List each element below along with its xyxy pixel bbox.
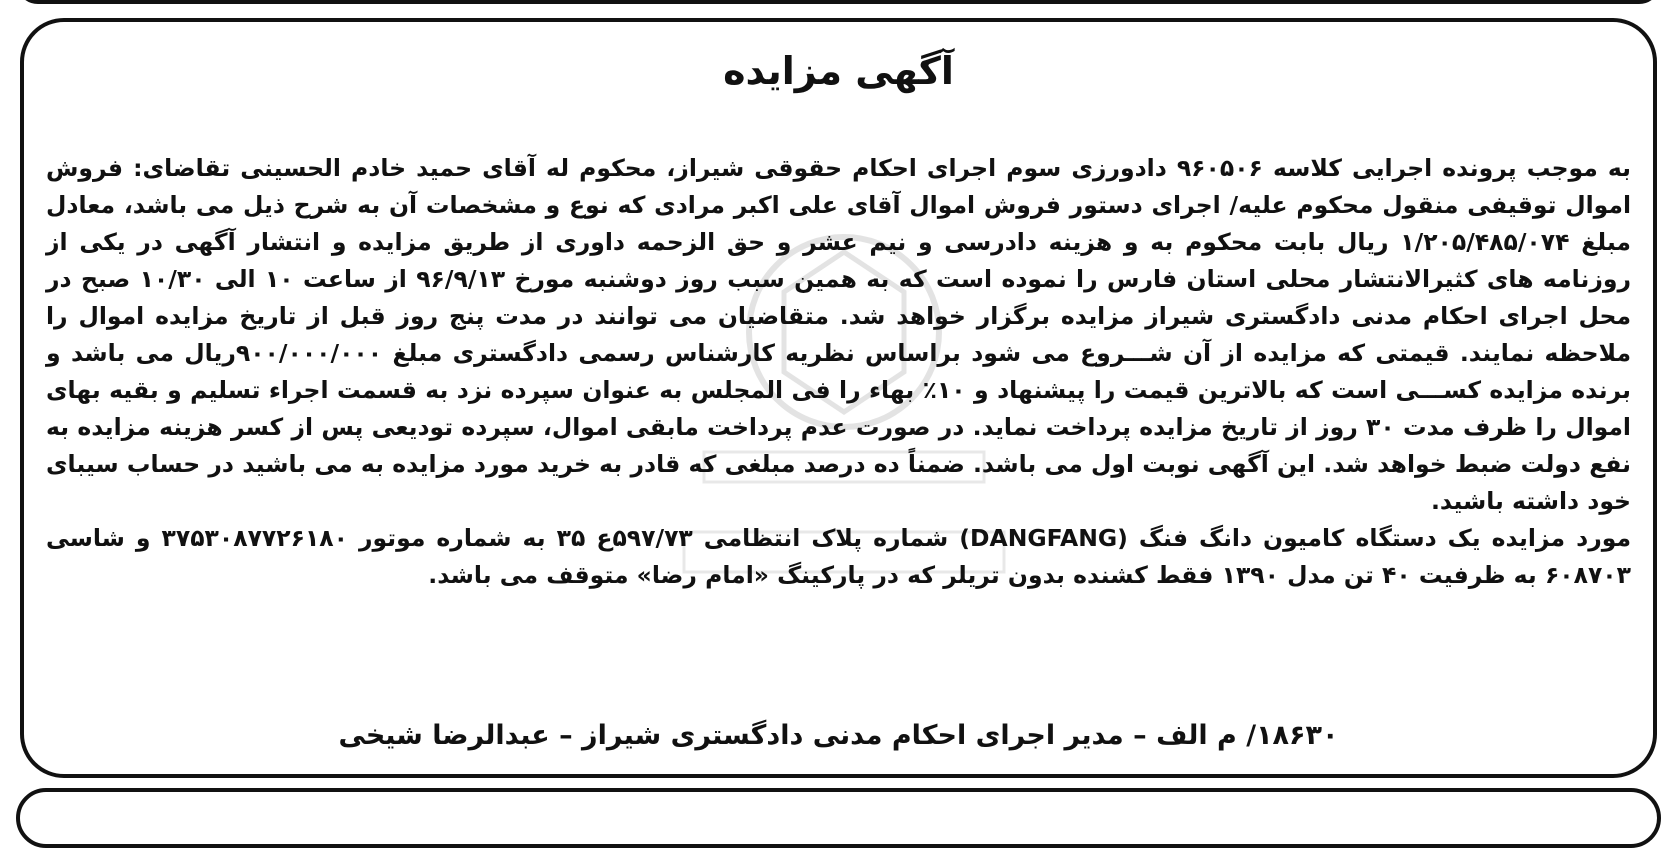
notice-title: آگهی مزایده (723, 49, 954, 93)
previous-notice-border (16, 0, 1661, 4)
next-notice-border (16, 788, 1661, 848)
auction-notice-box (20, 18, 1657, 778)
notice-paragraph-item: مورد مزایده یک دستگاه کامیون دانگ فنگ (DANGFANG) شماره پلاک انتظامی ۵۹۷/۷۳ع ۳۵ به شماره موتور ۳۷۵۳۰۸۷۷۲۶۱۸۰ و شاسی ۶۰۸۷۰۳ به ظرفیت ۴۰ تن مدل ۱۳۹۰ فقط کشنده بدون تریلر که در پارکینگ «امام رضا» متوقف می باشد. (46, 524, 1632, 589)
notice-body (46, 150, 1631, 594)
notice-paragraph-main: به موجب پرونده اجرایی کلاسه ۹۶۰۵۰۶ دادورزی سوم اجرای احکام حقوقی شیراز، محکوم له آقای حمید خادم الحسینی تقاضای: فروش اموال توقیفی منقول محکوم علیه/ اجرای دستور فروش اموال آقای علی اکبر مرادی که نوع و مشخصات آن به شرح ذیل می باشد، معادل مبلغ ۱/۲۰۵/۴۸۵/۰۷۴ ریال بابت محکوم به و هزینه دادرسی و نیم عشر و حق الزحمه داوری از طریق مزایده و انتشار آگهی در یکی از روزنامه های کثیرالانتشار محلی استان فارس را نموده است که به همین سبب روز دوشنبه مورخ ۹۶/۹/۱۳ از ساعت ۱۰ الی ۱۰/۳۰ صبح در محل اجرای احکام مدنی دادگستری شیراز مزایده برگزار خواهد شد. متقاضیان می توانند در مدت پنج روز قبل از تاریخ مزایده اموال را ملاحظه نمایند. قیمتی که مزایده از آن شـــروع می شود براساس نظریه کارشناس رسمی دادگستری مبلغ ۹۰۰/۰۰۰/۰۰۰ریال می باشد و برنده مزایده کســـی است که بالاترین قیمت را پیشنهاد و ۱۰٪ بهاء را فی المجلس به عنوان سپرده نزد به قسمت اجراء تسلیم و بقیه بهای اموال را ظرف مدت ۳۰ روز از تاریخ مزایده پرداخت نماید. در صورت عدم پرداخت مابقی اموال، سپرده تودیعی پس از کسر هزینه مزایده به نفع دولت ضبط خواهد شد. این آگهی نوبت اول می باشد. ضمناً ده درصد مبلغی که قادر به خرید مورد مزایده به می باشید در حساب سیبای خود داشته باشید. (46, 154, 1631, 515)
notice-signature: ۱۸۶۳۰/ م الف – مدیر اجرای احکام مدنی دادگستری شیراز – عبدالرضا شیخی (338, 720, 1339, 751)
